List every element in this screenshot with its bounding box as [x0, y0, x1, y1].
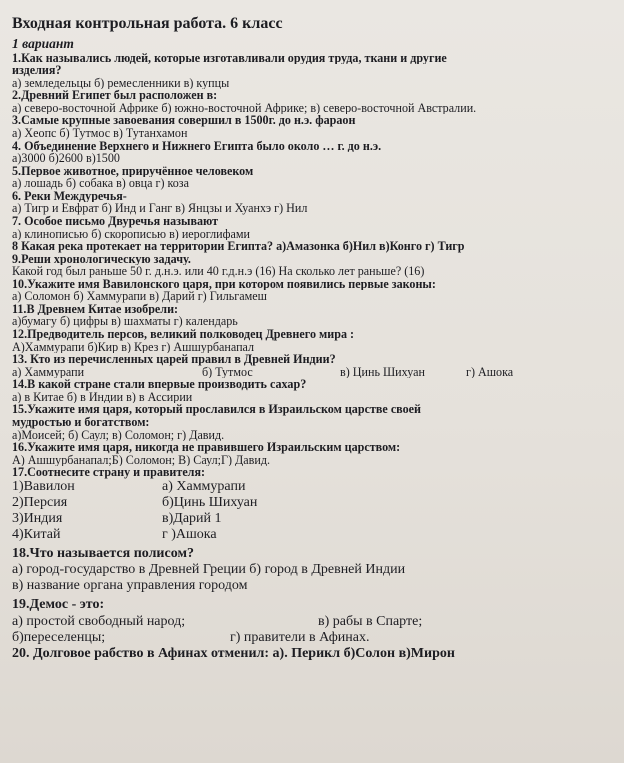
option: а) Хаммурапи — [12, 365, 85, 379]
question-19-options-row-2 — [12, 630, 612, 646]
question-line: мудростью и богатством: — [12, 415, 150, 429]
option: г) правители в Афинах. — [230, 629, 370, 645]
question-13: 13. Кто из перечисленных царей правил в Древней Индии? — [12, 353, 336, 366]
question-line: 17.Соотнесите страну и правителя: — [12, 466, 206, 479]
question-line: 3.Самые крупные завоевания совершил в 1500г. до н.э. фараон — [12, 114, 356, 128]
option: а) простой свободный народ; — [12, 613, 186, 629]
ruler-cell: в)Дарий 1 — [162, 510, 222, 526]
option: б) Тутмос — [202, 365, 253, 379]
question-line: 16.Укажите имя царя, никогда не правившего Израильским царством: — [12, 441, 401, 454]
page-title: Входная контрольная работа. 6 класс — [12, 16, 283, 32]
country-cell: 4)Китай — [12, 527, 61, 543]
matching-row — [12, 479, 612, 495]
question-line: 11.В Древнем Китае изобрели: — [12, 302, 179, 316]
ruler-cell: б)Цинь Шихуан — [162, 494, 258, 510]
country-cell: 3)Индия — [12, 510, 63, 526]
question-line: 7. Особое письмо Двуречья называют — [12, 214, 219, 228]
answer-line: а) Соломон б) Хаммурапи в) Дарий г) Гильгамеш — [12, 290, 267, 303]
questions-1-12 — [12, 52, 612, 354]
answer-line: Какой год был раньше 50 г. д.н.э. или 40 г.д.н.э (16) На сколько лет раньше? (16) — [12, 265, 425, 278]
question-line: 15.Укажите имя царя, который прославился в Израильском царстве своей — [12, 403, 422, 416]
question-line: 2.Древний Египет был расположен в: — [12, 89, 218, 102]
question-line: 10.Укажите имя Вавилонского царя, при котором появились первые законы: — [12, 277, 436, 291]
answer-line: а)3000 б)2600 в)1500 — [12, 152, 120, 165]
option: а) город-государство в Древней Греции б) город в Древней Индии — [12, 562, 406, 578]
answer-line: а)бумагу б) цифры в) шахматы г) календарь — [12, 315, 238, 329]
answer-line: а) Хеопс б) Тутмос в) Тутанхамон — [12, 127, 188, 140]
question-line: 4. Объединение Верхнего и Нижнего Египта было около … г. до н.э. — [12, 139, 382, 153]
variant-label: 1 вариант — [12, 36, 74, 51]
question-13-options — [12, 366, 612, 379]
question-line: 6. Реки Междуречья- — [12, 189, 127, 203]
country-cell: 2)Персия — [12, 494, 68, 510]
matching-table — [12, 479, 612, 543]
question-line: 12.Предводитель персов, великий полководец Древнего мира : — [12, 328, 355, 341]
option: в) название органа управления городом — [12, 578, 248, 594]
answer-line: а) в Китае б) в Индии в) в Ассирии — [12, 390, 193, 404]
answer-line: а)Моисей; б) Саул; в) Соломон; г) Давид. — [12, 428, 225, 442]
option: б)переселенцы; — [12, 629, 106, 645]
answer-line: а) северо-восточной Африке б) южно-восточной Африке; в) северо-восточной Австралии. — [12, 101, 477, 115]
country-cell: 1)Вавилон — [12, 478, 75, 494]
option: в) рабы в Спарте; — [318, 613, 423, 629]
matching-row — [12, 511, 612, 527]
answer-line: а) Тигр и Евфрат б) Инд и Ганг в) Янцзы и Хуанхэ г) Нил — [12, 202, 308, 215]
question-line: 8 Какая река протекает на территории Египта? а)Амазонка б)Нил в)Конго г) Тигр — [12, 240, 465, 253]
answer-line: а) земледельцы б) ремесленники в) купцы — [12, 76, 230, 90]
ruler-cell: а) Хаммурапи — [162, 478, 246, 494]
question-line: 14.В какой стране стали впервые производить сахар? — [12, 378, 307, 391]
questions-14-17 — [12, 378, 612, 479]
answer-line: а) лошадь б) собака в) овца г) коза — [12, 177, 189, 190]
ruler-cell: г )Ашока — [162, 527, 217, 543]
question-line: 5.Первое животное, приручённое человеком — [12, 164, 254, 178]
option: г) Ашока — [466, 365, 514, 379]
question-18: 18.Что называется полисом? — [12, 546, 194, 562]
question-20: 20. Долговое рабство в Афинах отменил: а). Перикл б)Солон в)Мирон — [12, 645, 455, 661]
question-19: 19.Демос - это: — [12, 597, 105, 613]
question-line: изделия? — [12, 64, 62, 77]
answer-line: а) клинописью б) скорописью в) иероглифами — [12, 227, 250, 241]
question-line: 9.Реши хронологическую задачу. — [12, 252, 191, 266]
matching-row — [12, 495, 612, 511]
option: в) Цинь Шихуан — [340, 365, 425, 379]
answer-line: А) Ашшурбанапал;Б) Соломон; В) Саул;Г) Давид. — [12, 453, 271, 467]
matching-row — [12, 527, 612, 543]
question-19-options-row-1 — [12, 614, 612, 630]
answer-line: А)Хаммурапи б)Кир в) Крез г) Ашшурбанапал — [12, 340, 255, 354]
question-line: 1.Как назывались людей, которые изготавливали орудия труда, ткани и другие — [12, 51, 447, 65]
